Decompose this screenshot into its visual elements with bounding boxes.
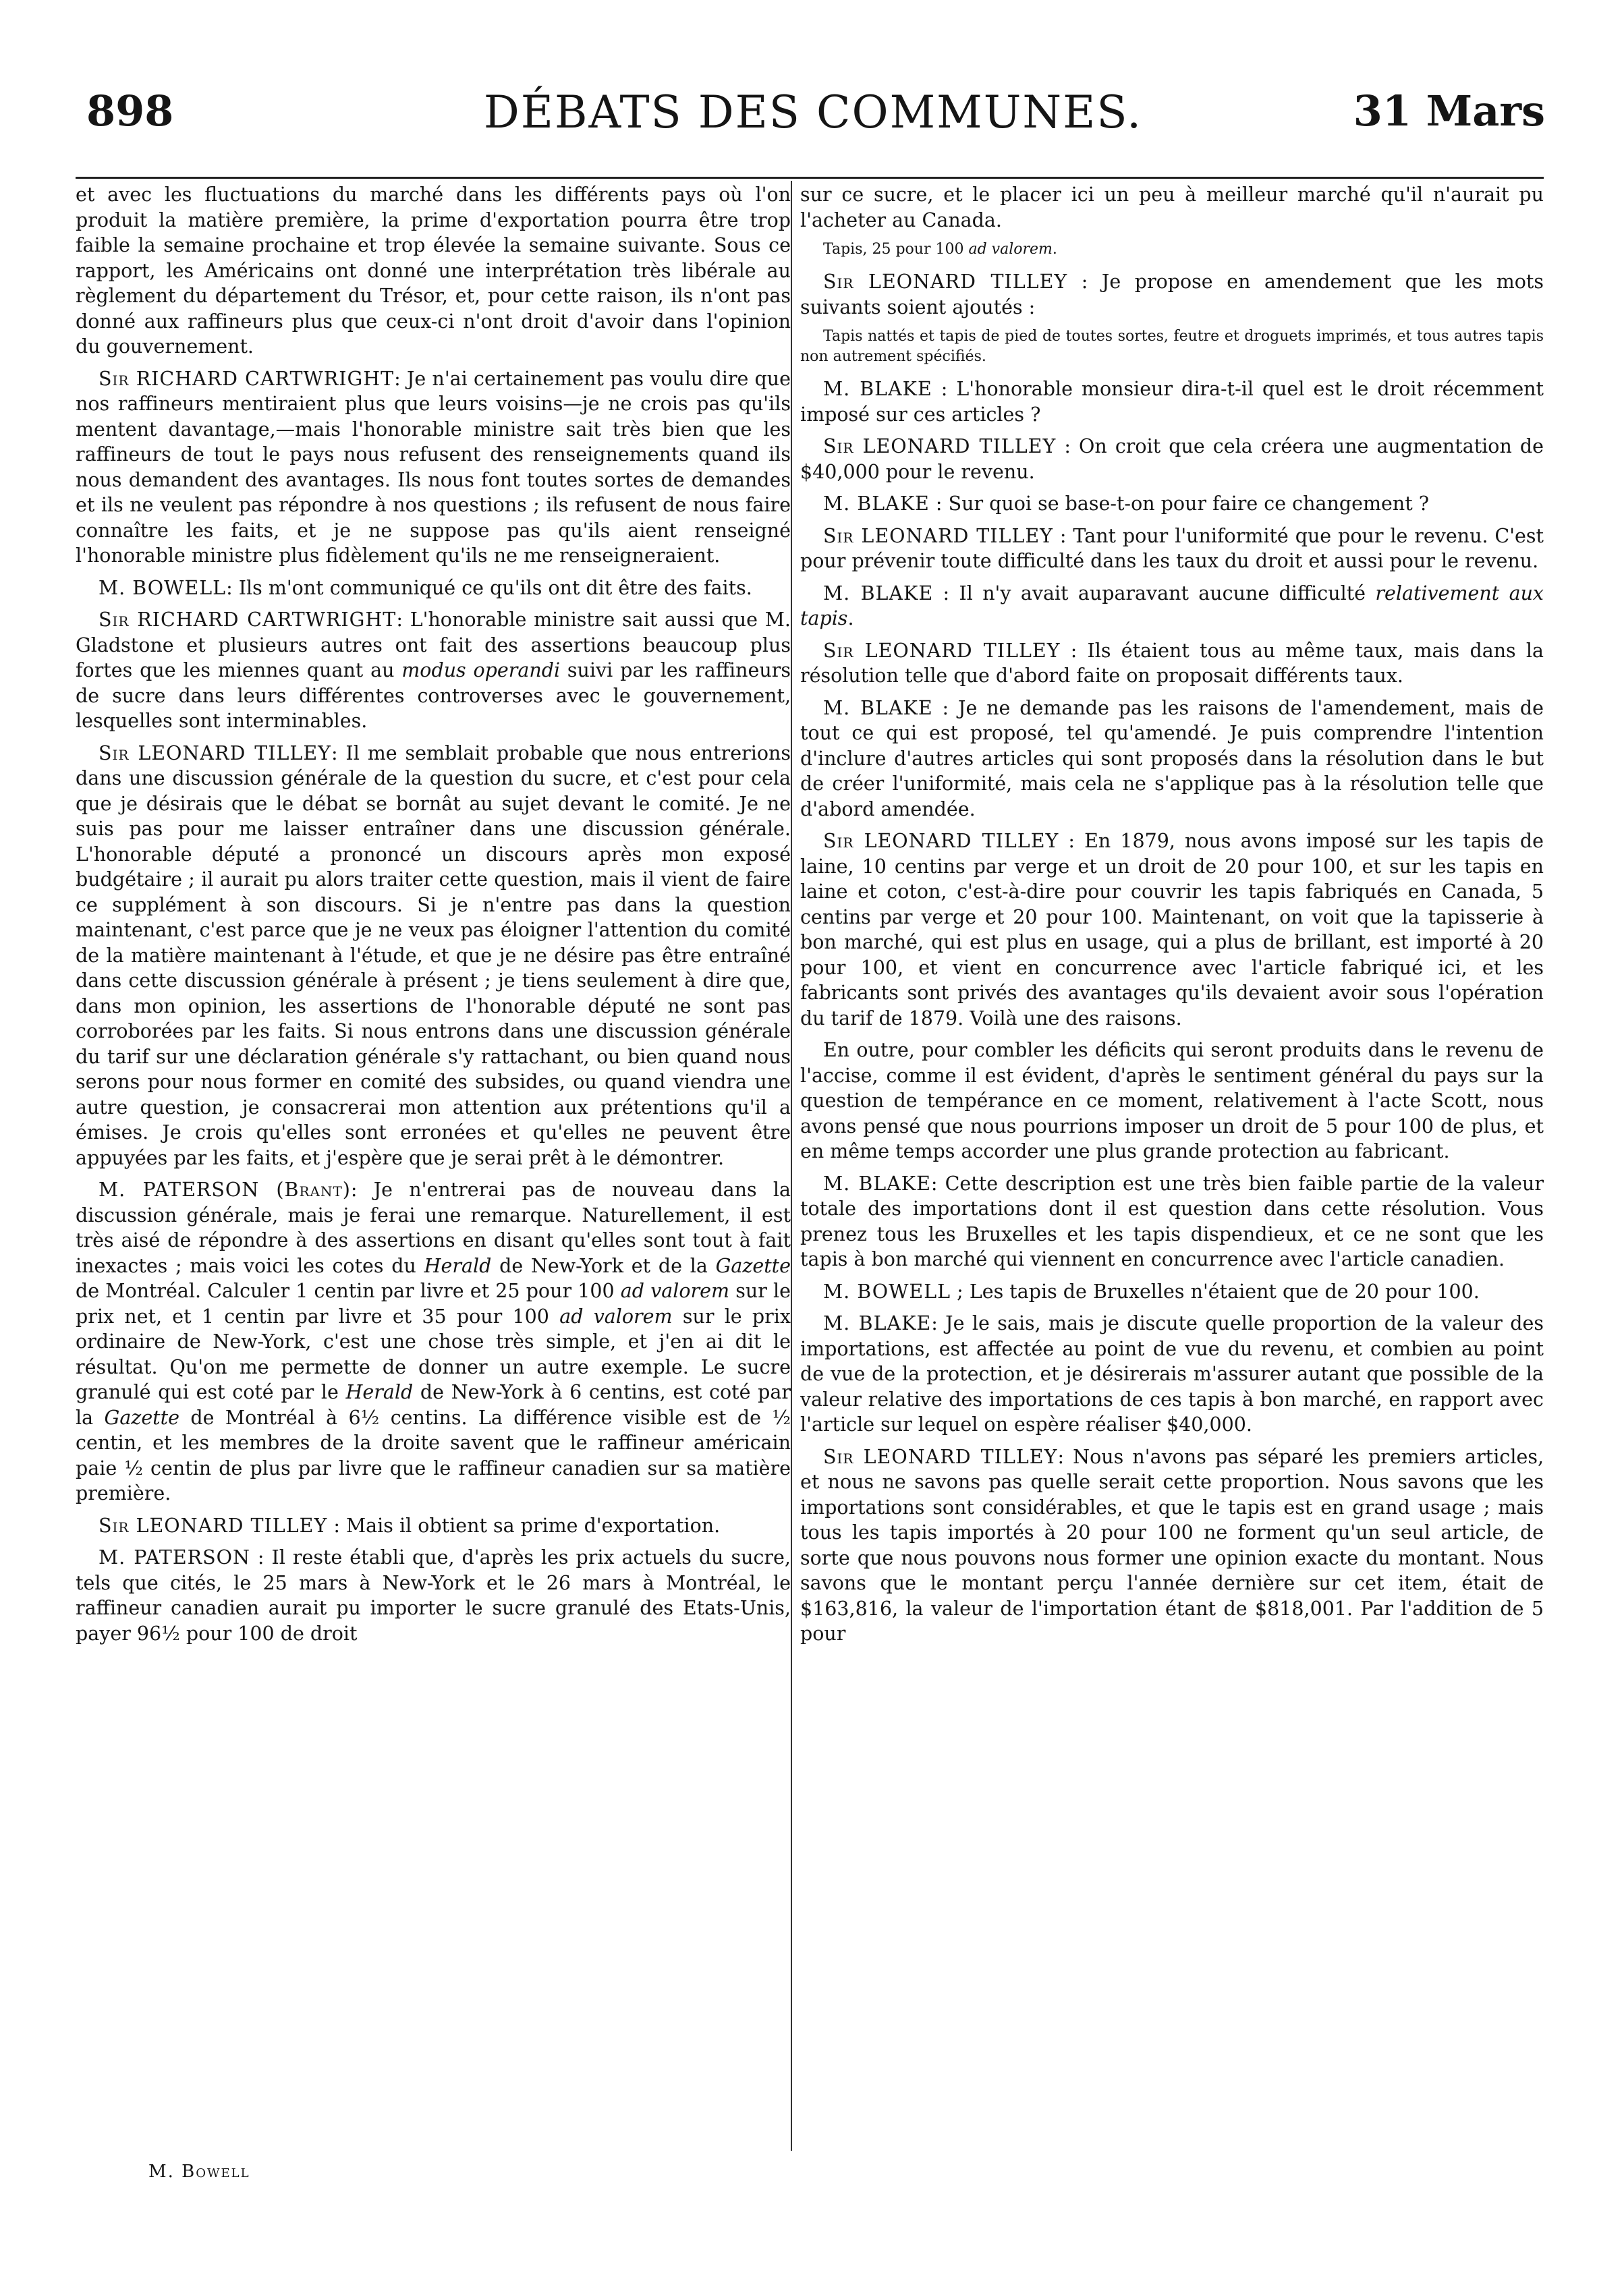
speaker-name: Sir LEONARD TILLEY: [823, 639, 1061, 662]
paragraph: [76, 575, 791, 601]
speaker-name: M. BLAKE: [823, 378, 932, 400]
page-header: [81, 86, 1545, 140]
paragraph: [76, 366, 791, 569]
speaker-name: Sir RICHARD CARTWRIGHT: [99, 609, 397, 631]
tariff-item: [800, 239, 1544, 260]
paragraph: [800, 696, 1544, 822]
speaker-name: Sir LEONARD TILLEY: [823, 271, 1068, 293]
paragraph-text: sur ce sucre, et le placer ici un peu à meilleur marché qu'il n'aurait pu l'acheter au Canada.: [800, 184, 1544, 231]
speaker-name: Sir LEONARD TILLEY: [99, 741, 331, 764]
italic-text: ad valorem: [968, 241, 1053, 258]
paragraph-text: : Il n'y avait auparavant aucune difficulté: [933, 582, 1376, 604]
paragraph-text: : Je n'ai certainement pas voulu dire que nos raffineurs mentiraient plus que leurs voisins—je ne crois pas qu'ils mentent davantage,—mais l'honorable ministre sait très bien que les raffineurs de tout le pays nous refusent des renseignements quand ils nous demandent des avantages. Ils nous font toutes sortes de demandes et ils ne veulent pas répondre à nos questions ; ils refusent de nous faire connaître les faits, et je ne suppose pas qu'ils aient renseigné l'honorable ministre plus fidèlement qu'ils ne me renseigneraient.: [76, 367, 791, 567]
speaker-name: M. BLAKE: [823, 1172, 931, 1195]
paragraph-text: de Montréal à 6½ centins. La différence visible est de ½ centin, et les membres de la droite savent que le raffineur américain paie ½ centin de plus par livre que le raffineur canadien sur sa matière première.: [76, 1406, 791, 1504]
paragraph-text: : Cette description est une très bien faible partie de la valeur totale des importations dont il est question dans cette résolution. Vous prenez tous les Bruxelles et les tapis dispendieux, et ce ne sont que les tapis à bon marché qui viennent en concurrence avec l'article canadien.: [800, 1172, 1544, 1270]
header-rule: [76, 177, 1544, 179]
paragraph-text: : L'honorable monsieur dira-t-il quel est le droit récemment imposé sur ces articles ?: [800, 378, 1544, 426]
italic-text: Herald: [345, 1381, 414, 1403]
paragraph: [800, 1311, 1544, 1438]
paragraph-text: : Ils m'ont communiqué ce qu'ils ont dit être des faits.: [226, 576, 752, 599]
paragraph-text: : En 1879, nous avons imposé sur les tapis de laine, 10 centins par verge et un droit de 20 pour 100, et sur les tapis en laine et coton, c'est-à-dire pour couvrir les tapis fabriqués en Canada, 5 centins par verge et 20 pour 100. Maintenant, on voit que la tapisserie à bon marché, qui est plus en usage, qui a plus de brillant, est importé à 20 pour 100, et vient en concurrence avec l'article fabriqué ici, et les fabricants sont privés des avantages qu'ils devaient avoir sous l'opération du tarif de 1879. Voilà une des raisons.: [800, 830, 1544, 1030]
paragraph: [800, 376, 1544, 427]
paragraph-text: : Il me semblait probable que nous entrerions dans une discussion générale de la question du sucre, et c'est pour cela que je désirais que le débat se bornât au sujet devant le comité. Je ne suis pas pour me laisser entraîner dans une discussion générale. L'honorable député a prononcé un discours après mon exposé budgétaire ; il aurait pu alors traiter cette question, mais il vient de faire ce supplément à son discours. Si je n'entre pas dans la question maintenant, c'est parce que je ne veux pas éloigner l'attention du comité de la matière maintenant à l'étude, et que je ne désire pas être entraîné dans cette discussion générale à présent ; je tiens seulement à dire que, dans mon opinion, les assertions de l'honorable député ne sont pas corroborées par les faits. Si nous entrons dans une discussion générale du tarif sur une déclaration générale s'y rattachant, ou bien quand nous serons pour nous former en comité des subsides, ou quand viendra une autre question, je consacrerai mon attention aux prétentions qu'il a émises. Je crois qu'elles sont erronées et qu'elles ne peuvent être appuyées par les faits, et j'espère que je serai prêt à le démontrer.: [76, 741, 791, 1169]
paragraph: [800, 638, 1544, 689]
paragraph-text: : On croit que cela créera une augmentation de $40,000 pour le revenu.: [800, 435, 1544, 483]
speaker-name: Sir LEONARD TILLEY: [823, 1445, 1058, 1468]
paragraph-text: : Je n'entrerai pas de nouveau dans la discussion générale, mais je ferai une remarque. Naturellement, il est très aisé de répondre à des assertions en disant qu'elles sont tout à fait inexactes ; mais voici les cotes du: [76, 1179, 791, 1277]
paragraph-text: de New-York à 6 centins, est coté par la: [76, 1381, 791, 1429]
right-column: [800, 182, 1544, 1654]
paragraph-text: : Je propose en amendement que les mots suivants soient ajoutés :: [800, 271, 1544, 318]
paragraph: [800, 524, 1544, 574]
paragraph-text: En outre, pour combler les déficits qui seront produits dans le revenu de l'accise, comme il est évident, d'après le sentiment général du pays sur la question de tempérance en ce moment, relativement à l'acte Scott, nous avons pensé que nous pourrions imposer un droit de 5 pour 100 de plus, et en même temps accorder une plus grande protection au fabricant.: [800, 1039, 1544, 1162]
paragraph-text: sur le prix ordinaire de New-York, c'est une chose très simple, et j'en ai dit le résultat. Qu'on me permette de donner un autre exemple. Le sucre granulé qui est coté par le: [76, 1305, 791, 1403]
italic-text: relativement aux tapis: [800, 582, 1544, 629]
tariff-item-text: Tapis nattés et tapis de pied de toutes sortes, feutre et droguets imprimés, et tous autres tapis non autrement spécifiés.: [800, 328, 1544, 365]
paragraph: [800, 182, 1544, 233]
paragraph-text: de New-York et de la: [491, 1254, 716, 1277]
paragraph-text: : Tant pour l'uniformité que pour le revenu. C'est pour prévenir toute difficulté dans les taux du droit et aussi pour le revenu.: [800, 524, 1544, 572]
paragraph-text: : Nous n'avons pas séparé les premiers articles, et nous ne savons pas quelle serait cette proportion. Nous savons que les importations sont considérables, et que le tapis est en grand usage ; mais tous les tapis importés à 20 pour 100 ne forment qu'un seul article, de sorte que nous pouvons nous former une opinion exacte du montant. Nous savons que le montant perçu l'année dernière sur cet item, était de $163,816, la valeur de l'importation étant de $818,001. Par l'addition de 5 pour: [800, 1445, 1544, 1645]
paragraph-text: sur le prix net, et 1 centin par livre et 35 pour 100: [76, 1280, 791, 1328]
speaker-name: M. BLAKE: [823, 492, 930, 515]
paragraph: [76, 741, 791, 1171]
speaker-name: M. BLAKE: [823, 582, 934, 604]
page-title: DÉBATS DES COMMUNES.: [483, 86, 1143, 138]
speaker-name: M. BOWELL: [823, 1280, 951, 1303]
speaker-name: M. BLAKE: [823, 1312, 932, 1334]
paragraph-text: : Mais il obtient sa prime d'exportation.: [327, 1514, 721, 1537]
speaker-name: M. PATERSON: [99, 1546, 250, 1569]
speaker-name: M. PATERSON (Brant): [99, 1179, 351, 1201]
italic-text: Gazette: [715, 1254, 791, 1277]
paragraph: [800, 1038, 1544, 1164]
speaker-name: Sir LEONARD TILLEY: [823, 435, 1057, 457]
paragraph: [76, 1513, 791, 1539]
speaker-name: Sir LEONARD TILLEY: [99, 1514, 328, 1537]
tariff-item: [800, 327, 1544, 367]
tariff-item-text: .: [1052, 241, 1057, 258]
paragraph: [800, 581, 1544, 631]
page-date: 31 Mars: [1353, 86, 1545, 136]
italic-text: ad valorem: [559, 1305, 673, 1328]
speaker-name: M. BOWELL: [99, 576, 227, 599]
paragraph: [800, 269, 1544, 320]
page-number: 898: [86, 86, 174, 136]
paragraph: [800, 491, 1544, 517]
italic-text: Herald: [424, 1254, 492, 1277]
paragraph-text: .: [847, 607, 854, 629]
tariff-item-text: Tapis, 25 pour 100: [823, 241, 969, 258]
speaker-name: Sir LEONARD TILLEY: [823, 830, 1059, 852]
paragraph: [800, 1171, 1544, 1272]
catchword: M. Bowell: [148, 2162, 250, 2182]
paragraph: [76, 1545, 791, 1646]
paragraph: [800, 828, 1544, 1031]
paragraph-text: : Je le sais, mais je discute quelle proportion de la valeur des importations, est affectée au point de vue du revenu, et combien au point de vue de la protection, et je désirerais m'assurer autant que possible de la valeur relative des importations de ces tapis à bon marché, en rapport avec l'article sur lequel on espère réaliser $40,000.: [800, 1312, 1544, 1436]
paragraph-text: : L'honorable ministre sait aussi que M. Gladstone et plusieurs autres ont fait des assertions beaucoup plus fortes que les miennes quant au: [76, 609, 791, 681]
left-column: [76, 182, 791, 1653]
paragraph: [76, 607, 791, 734]
paragraph-text: ; Les tapis de Bruxelles n'étaient que de 20 pour 100.: [951, 1280, 1480, 1303]
speaker-name: Sir RICHARD CARTWRIGHT: [99, 367, 395, 390]
italic-text: Gazette: [104, 1406, 179, 1429]
italic-text: ad valorem: [620, 1280, 730, 1302]
column-divider: [791, 181, 792, 2151]
paragraph: [76, 1177, 791, 1506]
paragraph-text: : Sur quoi se base-t-on pour faire ce changement ?: [929, 492, 1429, 515]
paragraph: [800, 434, 1544, 484]
paragraph-text: : Il reste établi que, d'après les prix actuels du sucre, tels que cités, le 25 mars à New-York et le 26 mars à Montréal, le raffineur canadien aurait pu importer le sucre granulé des Etats-Unis, payer 96½ pour 100 de droit: [76, 1546, 791, 1645]
speaker-name: M. BLAKE: [823, 696, 933, 719]
paragraph-text: : Je ne demande pas les raisons de l'amendement, mais de tout ce qui est proposé, tel qu'amendé. Je puis comprendre l'intention d'inclure d'autres articles qui sont proposés dans la résolution dans le but de créer l'uniformité, mais cela ne s'applique pas à la résolution telle que d'abord amendée.: [800, 696, 1544, 820]
paragraph: [800, 1444, 1544, 1647]
paragraph: [800, 1279, 1544, 1305]
paragraph-text: : Ils étaient tous au même taux, mais dans la résolution telle que d'abord faite on proposait différents taux.: [800, 639, 1544, 687]
speaker-name: Sir LEONARD TILLEY: [823, 524, 1053, 547]
italic-text: modus operandi: [401, 659, 561, 681]
paragraph: [76, 182, 791, 360]
paragraph-text: suivi par les raffineurs de sucre dans leurs différentes controverses avec le gouvernement, lesquelles sont interminables.: [76, 659, 791, 732]
paragraph-text: de Montréal. Calculer 1 centin par livre et 25 pour 100: [76, 1280, 621, 1302]
paragraph-text: et avec les fluctuations du marché dans les différents pays où l'on produit la matière première, la prime d'exportation pourra être trop faible la semaine prochaine et trop élevée la semaine suivante. Sous ce rapport, les Américains ont donné une interprétation très libérale au règlement du département du Trésor, et, pour cette raison, ils n'ont pas donné aux raffineurs plus que ceux-ci n'ont droit d'avoir dans l'opinion du gouvernement.: [76, 184, 791, 358]
